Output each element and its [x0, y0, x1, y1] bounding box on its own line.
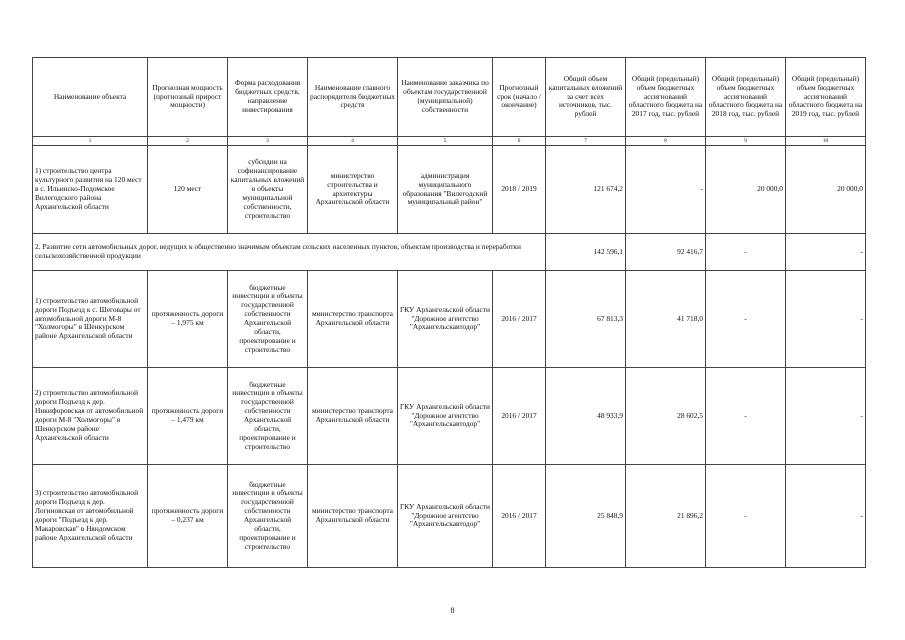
capacity-cell: протяженность дороги – 1,479 км	[148, 368, 228, 465]
column-number: 5	[398, 137, 493, 146]
column-number: 6	[493, 137, 546, 146]
capacity-cell: протяженность дороги – 1,975 км	[148, 271, 228, 368]
budget-2017-cell: 21 896,2	[626, 465, 706, 568]
table-row	[33, 271, 866, 368]
customer-cell: ГКУ Архангельской области "Дорожное агентство "Архангельскавтодор"	[398, 465, 493, 568]
section-row	[33, 234, 866, 271]
table-row	[33, 146, 866, 234]
budget-manager-cell: министерство строительства и архитектуры Архангельской области	[308, 146, 398, 234]
column-header: Общий (предельный) объем бюджетных ассигнований областного бюджета на 2019 год, тыс. рублей	[786, 58, 866, 137]
budget-2019-cell: -	[786, 234, 866, 271]
budget-2019-cell: 20 000,0	[786, 146, 866, 234]
spending-form-cell: бюджетные инвестиции в объекты государственной собственности Архангельской области, проектирование и строительство	[228, 271, 308, 368]
column-header: Наименование заказчика по объектам государственной (муниципальной) собственности	[398, 58, 493, 137]
column-header: Общий (предельный) объем бюджетных ассигнований областного бюджета на 2017 год, тыс. рублей	[626, 58, 706, 137]
section-title: 2. Развитие сети автомобильных дорог, ведущих к общественно значимым объектам сельских населенных пунктов, объектам производства и переработки сельскохозяйственной продукции	[33, 234, 546, 271]
period-cell: 2018 / 2019	[493, 146, 546, 234]
budget-2019-cell: -	[786, 271, 866, 368]
budget-2017-cell: 28 602,5	[626, 368, 706, 465]
total-cell: 25 848,9	[546, 465, 626, 568]
budget-2017-cell: -	[626, 146, 706, 234]
customer-cell: администрация муниципального образования "Вилегодский муниципальный район"	[398, 146, 493, 234]
spending-form-cell: субсидии на софинансирование капитальных вложений в объекты муниципальной собственности, строительство	[228, 146, 308, 234]
column-header: Прогнозный срок (начало / окончание)	[493, 58, 546, 137]
table-row	[33, 368, 866, 465]
budget-2017-cell: 92 416,7	[626, 234, 706, 271]
column-number-row	[33, 137, 866, 146]
spending-form-cell: бюджетные инвестиции в объекты государственной собственности Архангельской области, проектирование и строительство	[228, 465, 308, 568]
capital-investment-table	[32, 57, 866, 568]
budget-2018-cell: -	[706, 271, 786, 368]
total-cell: 121 674,2	[546, 146, 626, 234]
total-cell: 67 813,3	[546, 271, 626, 368]
budget-2019-cell: -	[786, 465, 866, 568]
page-number: 8	[450, 606, 455, 615]
object-name-cell: 2) строительство автомобильной дороги Подъезд к дер. Никифоровская от автомобильной дороги М-8 "Холмогоры" в Шенкурском районе Архангельской области	[33, 368, 148, 465]
budget-2019-cell: -	[786, 368, 866, 465]
column-header: Наименование объекта	[33, 58, 148, 137]
column-number: 8	[626, 137, 706, 146]
budget-2018-cell: -	[706, 465, 786, 568]
period-cell: 2016 / 2017	[493, 271, 546, 368]
budget-2017-cell: 41 718,0	[626, 271, 706, 368]
column-number: 4	[308, 137, 398, 146]
spending-form-cell: бюджетные инвестиции в объекты государственной собственности Архангельской области, проектирование и строительство	[228, 368, 308, 465]
period-cell: 2016 / 2017	[493, 465, 546, 568]
column-header: Наименование главного распорядителя бюджетных средств	[308, 58, 398, 137]
column-number: 2	[148, 137, 228, 146]
column-number: 7	[546, 137, 626, 146]
object-name-cell: 1) строительство автомобильной дороги Подъезд к с. Шеговары от автомобильной дороги М-8 "Холмогоры" в Шенкурском районе Архангельской области	[33, 271, 148, 368]
table-header-row	[33, 58, 866, 137]
budget-manager-cell: министерство транспорта Архангельской области	[308, 368, 398, 465]
column-number: 1	[33, 137, 148, 146]
capacity-cell: 120 мест	[148, 146, 228, 234]
budget-2018-cell: -	[706, 234, 786, 271]
column-number: 10	[786, 137, 866, 146]
total-cell: 48 933,9	[546, 368, 626, 465]
column-header: Форма расходования бюджетных средств, направление инвестирования	[228, 58, 308, 137]
budget-manager-cell: министерство транспорта Архангельской области	[308, 271, 398, 368]
capacity-cell: протяженность дороги – 0,237 км	[148, 465, 228, 568]
total-cell: 142 596,1	[546, 234, 626, 271]
column-number: 3	[228, 137, 308, 146]
budget-2018-cell: -	[706, 368, 786, 465]
customer-cell: ГКУ Архангельской области "Дорожное агентство "Архангельскавтодор"	[398, 368, 493, 465]
object-name-cell: 1) строительство центра культурного развития на 120 мест в с. Ильинско-Подомское Вилегодского района Архангельской области	[33, 146, 148, 234]
customer-cell: ГКУ Архангельской области "Дорожное агентство "Архангельскавтодор"	[398, 271, 493, 368]
object-name-cell: 3) строительство автомобильной дороги Подъезд к дер. Логиновская от автомобильной дороги "Подъезд к дер. Макаровская" в Няндомском районе Архангельской области	[33, 465, 148, 568]
budget-2018-cell: 20 000,0	[706, 146, 786, 234]
budget-manager-cell: министерство транспорта Архангельской области	[308, 465, 398, 568]
column-header: Общий объем капитальных вложений за счет всех источников, тыс. рублей	[546, 58, 626, 137]
column-number: 9	[706, 137, 786, 146]
table-row	[33, 465, 866, 568]
column-header: Общий (предельный) объем бюджетных ассигнований областного бюджета на 2018 год, тыс. рублей	[706, 58, 786, 137]
column-header: Прогнозная мощность (прогнозный прирост мощности)	[148, 58, 228, 137]
period-cell: 2016 / 2017	[493, 368, 546, 465]
